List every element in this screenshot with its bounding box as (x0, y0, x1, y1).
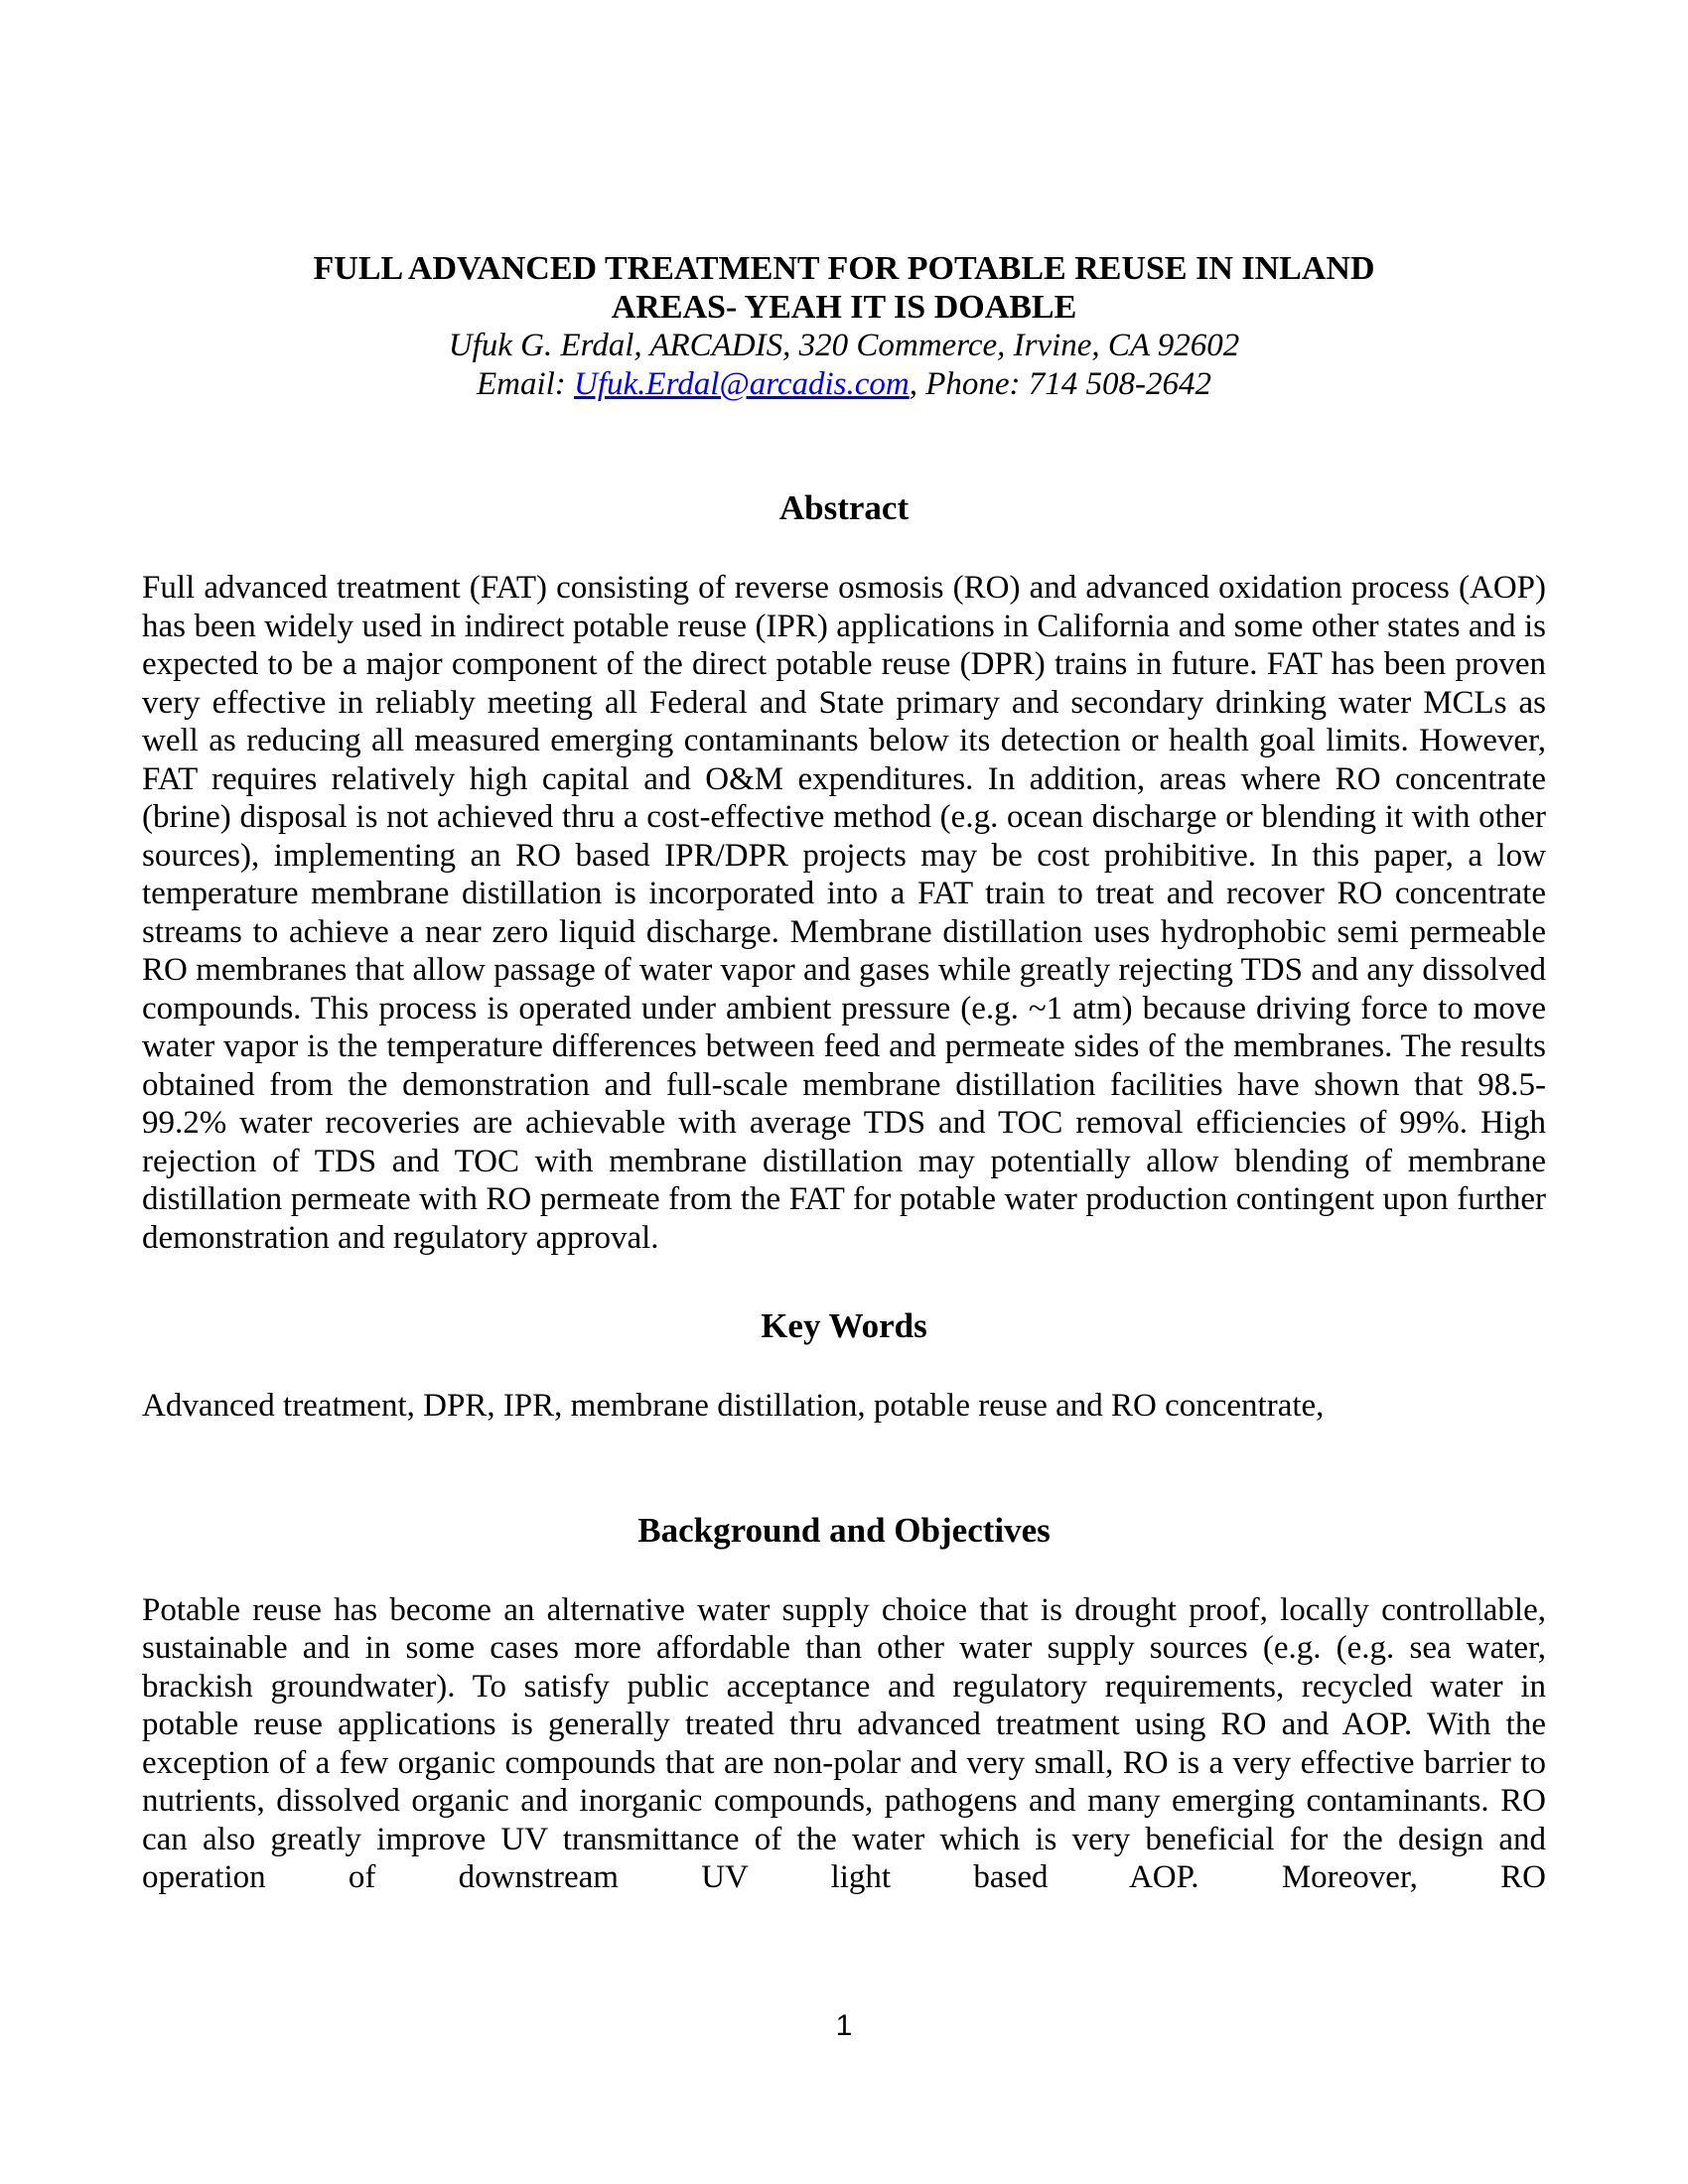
contact-line (142, 365, 1546, 403)
paper-title-line1: FULL ADVANCED TREATMENT FOR POTABLE REUSE IN INLAND (313, 250, 1375, 287)
keywords-heading: Key Words (761, 1306, 927, 1345)
phone-text: , Phone: 714 508-2642 (909, 366, 1212, 402)
paper-title (142, 249, 1546, 327)
page-number: 1 (835, 2009, 853, 2042)
document-content (142, 0, 1546, 1897)
email-label: Email: (476, 366, 575, 402)
background-heading: Background and Objectives (637, 1510, 1051, 1550)
keywords-text: Advanced treatment, DPR, IPR, membrane distillation, potable reuse and RO concentrate, (142, 1388, 1325, 1424)
abstract-paragraph: Full advanced treatment (FAT) consisting of reverse osmosis (RO) and advanced oxidation process (AOP) has been widely used in indirect potable reuse (IPR) applications in California and some other states and is expected to be a major component of the direct potable reuse (DPR) trains in future. FAT has been proven very effective in reliably meeting all Federal and State primary and secondary drinking water MCLs as well as reducing all measured emerging contaminants below its detection or health goal limits. However, FAT requires relatively high capital and O&M expenditures. In addition, areas where RO concentrate (brine) disposal is not achieved thru a cost-effective method (e.g. ocean discharge or blending it with other sources), implementing an RO based IPR/DPR projects may be cost prohibitive. In this paper, a low temperature membrane distillation is incorporated into a FAT train to treat and recover RO concentrate streams to achieve a near zero liquid discharge. Membrane distillation uses hydrophobic semi permeable RO membranes that allow passage of water vapor and gases while greatly rejecting TDS and any dissolved compounds. This process is operated under ambient pressure (e.g. ~1 atm) because driving force to move water vapor is the temperature differences between feed and permeate sides of the membranes. The results obtained from the demonstration and full-scale membrane distillation facilities have shown that 98.5-99.2% water recoveries are achievable with average TDS and TOC removal efficiencies of 99%. High rejection of TDS and TOC with membrane distillation may potentially allow blending of membrane distillation permeate with RO permeate from the FAT for potable water production contingent upon further demonstration and regulatory approval. (142, 570, 1546, 1256)
background-paragraph: Potable reuse has become an alternative water supply choice that is drought proof, locally controllable, sustainable and in some cases more affordable than other water supply sources (e.g. (e.g. sea water, brackish groundwater). To satisfy public acceptance and regulatory requirements, recycled water in potable reuse applications is generally treated thru advanced treatment using RO and AOP. With the exception of a few organic compounds that are non-polar and very small, RO is a very effective barrier to nutrients, dissolved organic and inorganic compounds, pathogens and many emerging contaminants. RO can also greatly improve UV transmittance of the water which is very beneficial for the design and operation of downstream UV light based AOP. Moreover, RO (142, 1591, 1546, 1895)
paper-title-line2: AREAS- YEAH IT IS DOABLE (611, 289, 1077, 326)
author-affiliation-line: Ufuk G. Erdal, ARCADIS, 320 Commerce, Irvine, CA 92602 (448, 328, 1240, 363)
email-link[interactable]: Ufuk.Erdal@arcadis.com (574, 366, 910, 402)
abstract-heading: Abstract (778, 488, 910, 527)
